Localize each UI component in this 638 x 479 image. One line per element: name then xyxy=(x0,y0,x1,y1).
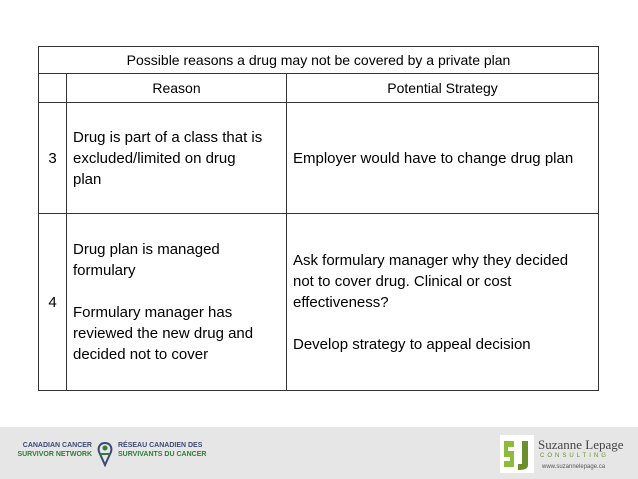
reason-line: formulary xyxy=(73,262,136,279)
reason-column-header: Reason xyxy=(67,74,287,103)
table-row xyxy=(39,103,599,214)
ccsn-en-line1: CANADIAN CANCER xyxy=(22,442,92,449)
table-title: Possible reasons a drug may not be covered by a private plan xyxy=(39,47,599,74)
sl-tagline: CONSULTING xyxy=(540,453,609,459)
strategy-column-header: Potential Strategy xyxy=(287,74,599,103)
strategy-cell: Employer would have to change drug plan xyxy=(287,103,599,214)
table-title-row xyxy=(39,47,599,74)
ccsn-french-name xyxy=(118,441,228,459)
table-header-row xyxy=(39,74,599,103)
sl-company-name: Suzanne Lepage xyxy=(538,437,624,452)
reason-cell xyxy=(67,214,287,391)
row-number: 4 xyxy=(39,214,67,391)
strategy-line: Develop strategy to appeal decision xyxy=(293,335,531,353)
reason-line: excluded/limited on drug xyxy=(73,149,236,167)
strategy-line: Ask formulary manager why they decided xyxy=(293,251,569,269)
reason-line: Formulary manager has xyxy=(73,304,233,321)
table-row xyxy=(39,214,599,391)
row-number: 3 xyxy=(39,103,67,214)
strategy-cell xyxy=(287,214,599,391)
reason-line: reviewed the new drug and xyxy=(73,325,254,342)
footer-bar xyxy=(0,427,638,479)
ccsn-en-line2: SURVIVOR NETWORK xyxy=(17,451,92,458)
reason-line: plan xyxy=(73,170,102,188)
ccsn-fr-line1: RÉSEAU CANADIEN DES xyxy=(118,442,203,449)
sl-mark-icon xyxy=(500,435,534,473)
reason-line: Drug plan is managed xyxy=(73,241,220,258)
strategy-line: not to cover drug. Clinical or cost xyxy=(293,272,512,290)
ccsn-english-name xyxy=(14,441,92,459)
number-column-header xyxy=(39,74,67,103)
coverage-table xyxy=(38,46,599,391)
reason-line: decided not to cover xyxy=(73,346,209,363)
suzanne-lepage-logo xyxy=(500,433,635,477)
ccsn-ribbon-icon xyxy=(94,441,116,467)
ccsn-fr-line2: SURVIVANTS DU CANCER xyxy=(118,451,207,458)
sl-website: www.suzannelepage.ca xyxy=(542,464,606,470)
strategy-line: effectiveness? xyxy=(293,293,389,311)
reason-cell xyxy=(67,103,287,214)
reason-line: Drug is part of a class that is xyxy=(73,128,263,146)
